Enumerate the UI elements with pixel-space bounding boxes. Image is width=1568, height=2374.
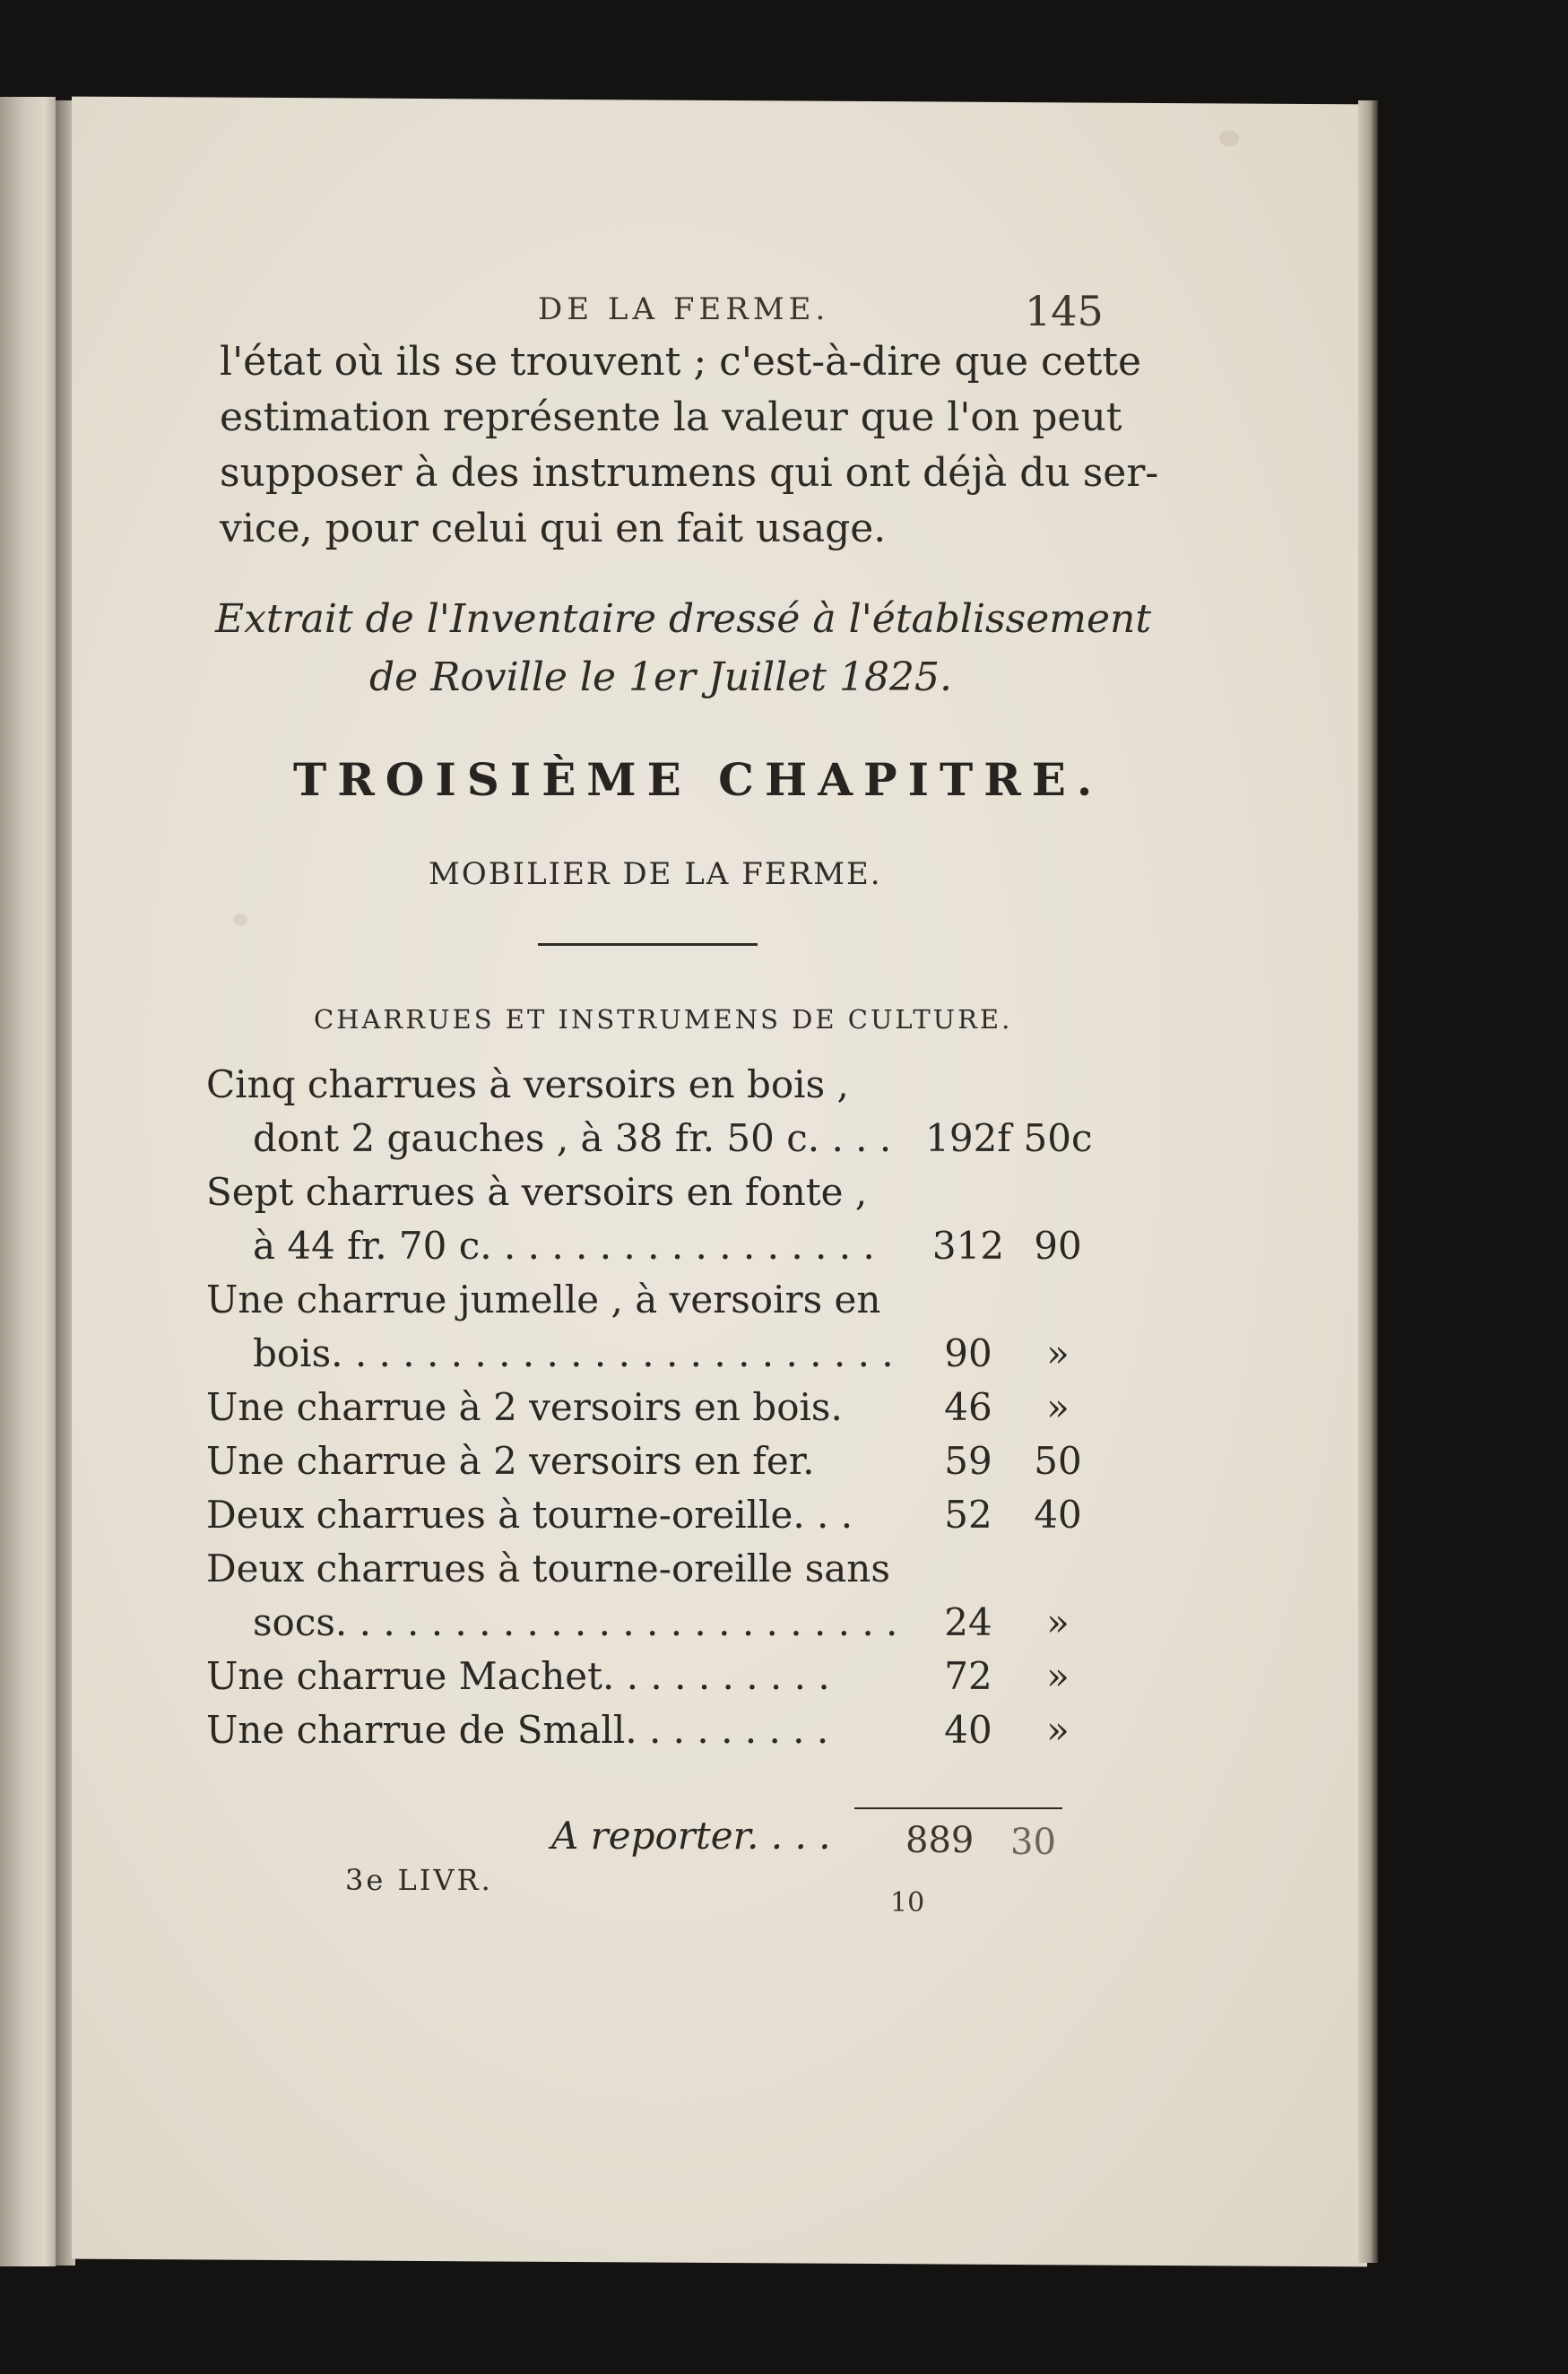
inventory-francs: 192f	[925, 1116, 1011, 1160]
inventory-cents: 90	[1034, 1224, 1082, 1268]
inventory-francs: 90	[944, 1331, 992, 1375]
carry-forward-cents: 30	[1010, 1822, 1056, 1863]
paragraph-line: estimation représente la valeur que l'on peut	[220, 394, 1122, 440]
inventory-cents: 40	[1034, 1493, 1082, 1537]
inventory-item-text: Cinq charrues à versoirs en bois ,	[206, 1062, 849, 1106]
carry-forward-label: A reporter. . . .	[551, 1814, 831, 1858]
inventory-item-text: Une charrue à 2 versoirs en fer.	[206, 1439, 815, 1483]
inventory-row	[206, 1116, 1103, 1172]
sum-rule	[854, 1807, 1062, 1809]
foxing-spot	[1219, 130, 1239, 146]
inventory-cents: 50	[1034, 1439, 1082, 1483]
inventory-item-text: socs. . . . . . . . . . . . . . . . . . . . . . . .	[253, 1600, 898, 1644]
inventory-row	[206, 1278, 1103, 1333]
caption-line: de Roville le 1er Juillet 1825.	[369, 654, 952, 700]
inventory-item-text: Une charrue à 2 versoirs en bois.	[206, 1385, 843, 1429]
divider-rule	[538, 943, 758, 946]
section-title: CHARRUES ET INSTRUMENS DE CULTURE.	[314, 1004, 1013, 1035]
inventory-row	[206, 1600, 1103, 1656]
inventory-francs: 24	[944, 1600, 992, 1644]
inventory-cents: 50c	[1023, 1116, 1093, 1160]
inventory-row	[206, 1493, 1103, 1548]
inventory-row	[206, 1547, 1103, 1602]
sheet-number: 10	[890, 1887, 925, 1919]
inventory-francs: 312	[931, 1224, 1005, 1268]
inventory-francs: 46	[944, 1385, 992, 1429]
inventory-cents: »	[1046, 1600, 1070, 1644]
inventory-row	[206, 1385, 1103, 1441]
caption-line: Extrait de l'Inventaire dressé à l'établissement	[215, 596, 1152, 642]
inventory-cents: »	[1046, 1654, 1070, 1698]
page-number: 145	[1025, 287, 1104, 335]
paragraph	[220, 339, 1159, 572]
inventory-item-text: Deux charrues à tourne-oreille. . .	[206, 1493, 853, 1537]
inventory-row	[206, 1654, 1103, 1710]
inventory-row	[206, 1170, 1103, 1226]
carry-forward-francs: 889	[905, 1820, 975, 1861]
inventory-item-text: bois. . . . . . . . . . . . . . . . . . . . . . . .	[253, 1331, 894, 1375]
inventory-cents: »	[1046, 1385, 1070, 1429]
right-page-edge	[1358, 100, 1378, 2263]
inventory-item-text: Une charrue de Small. . . . . . . . .	[206, 1708, 829, 1752]
inventory-row	[206, 1331, 1103, 1387]
inventory-francs: 72	[944, 1654, 992, 1698]
inventory-row	[206, 1062, 1103, 1118]
inventory-item-text: Deux charrues à tourne-oreille sans	[206, 1547, 890, 1590]
inventory-cents: »	[1046, 1331, 1070, 1375]
inventory-francs: 52	[944, 1493, 992, 1537]
running-head: DE LA FERME.	[538, 291, 830, 327]
paragraph-line: supposer à des instrumens qui ont déjà du ser-	[220, 450, 1159, 496]
inventory-francs: 40	[944, 1708, 992, 1752]
paragraph-line: vice, pour celui qui en fait usage.	[220, 506, 887, 551]
inventory-item-text: Sept charrues à versoirs en fonte ,	[206, 1170, 868, 1214]
inventory-francs: 59	[944, 1439, 992, 1483]
inventory-cents: »	[1046, 1708, 1070, 1752]
signature-mark: 3e LIVR.	[345, 1863, 493, 1897]
inventory-item-text: dont 2 gauches , à 38 fr. 50 c. . . .	[253, 1116, 892, 1160]
paragraph-line: l'état où ils se trouvent ; c'est-à-dire que cette	[220, 339, 1142, 385]
inventory-row	[206, 1224, 1103, 1279]
inventory-item-text: Une charrue Machet. . . . . . . . . .	[206, 1654, 830, 1698]
inventory-row	[206, 1439, 1103, 1495]
inventory-item-text: Une charrue jumelle , à versoirs en	[206, 1278, 881, 1321]
inventory-row	[206, 1708, 1103, 1763]
chapter-title: TROISIÈME CHAPITRE.	[293, 753, 1104, 806]
inventory-item-text: à 44 fr. 70 c. . . . . . . . . . . . . . . . .	[253, 1224, 875, 1268]
foxing-spot	[233, 914, 247, 926]
left-page-edge	[0, 97, 56, 2266]
chapter-subtitle: MOBILIER DE LA FERME.	[429, 856, 882, 892]
